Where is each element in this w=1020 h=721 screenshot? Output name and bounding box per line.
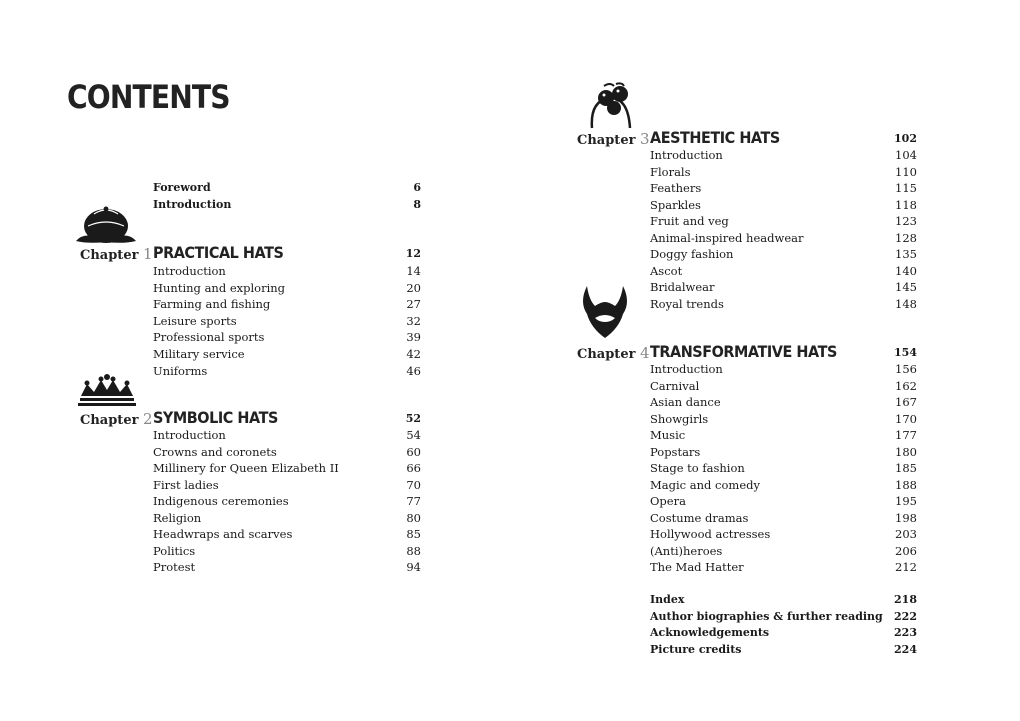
toc-entry-label[interactable]: The Mad Hatter	[650, 560, 744, 574]
toc-entry-label[interactable]: Stage to fashion	[650, 461, 745, 475]
chapter-title[interactable]: SYMBOLIC HATS	[153, 408, 278, 427]
toc-entry-label[interactable]: Acknowledgements	[650, 626, 770, 639]
chapter-page: 102	[894, 132, 917, 145]
toc-entry-page: 128	[895, 230, 917, 245]
toc-entry-page: 20	[406, 280, 421, 295]
toc-entry-page: 188	[895, 477, 917, 492]
toc-entry-page: 156	[895, 362, 917, 376]
toc-entry-label[interactable]: Florals	[650, 164, 691, 179]
toc-entry-label[interactable]: Hunting and exploring	[153, 280, 286, 295]
toc-entry-page: 94	[406, 560, 421, 574]
front-matter-page: 8	[413, 198, 421, 211]
toc-entry-page: 123	[895, 214, 917, 228]
toc-entry-page: 140	[895, 263, 917, 278]
toc-entry-label[interactable]: Military service	[153, 347, 245, 361]
toc-entry-page: 60	[406, 444, 421, 459]
toc-entry-label[interactable]: Religion	[153, 510, 202, 525]
toc-entry-page: 32	[406, 313, 421, 328]
toc-entry-label[interactable]: Author biographies & further reading	[650, 609, 883, 623]
toc-entry-page: 77	[406, 494, 421, 508]
toc-entry-label[interactable]: Leisure sports	[153, 313, 237, 328]
toc-entry-page: 185	[895, 461, 917, 475]
toc-entry-label[interactable]: Music	[650, 428, 686, 442]
toc-entry-label[interactable]: Introduction	[650, 148, 723, 162]
chapter-page: 12	[405, 247, 421, 260]
toc-entry-page: 167	[895, 395, 917, 409]
toc-entry-label[interactable]: Picture credits	[650, 642, 742, 656]
chapter-page: 52	[405, 412, 421, 425]
toc-entry-label[interactable]: Politics	[153, 543, 196, 558]
toc-entry-label[interactable]: Introduction	[153, 264, 226, 278]
toc-entry-label[interactable]: Bridalwear	[650, 280, 715, 294]
front-matter-label[interactable]: Foreword	[153, 181, 211, 194]
toc-entry-page: 180	[895, 444, 917, 459]
toc-entry-label[interactable]: Sparkles	[650, 197, 701, 212]
toc-entry-label[interactable]: Magic and comedy	[650, 477, 760, 492]
toc-entry-page: 118	[895, 197, 917, 212]
toc-entry-label[interactable]: Popstars	[650, 444, 701, 459]
toc-entry-page: 115	[895, 181, 917, 195]
toc-entry-page: 177	[895, 428, 917, 442]
toc-entry-label[interactable]: Opera	[650, 494, 686, 508]
toc-entry-label[interactable]: Ascot	[650, 263, 683, 278]
crown-icon	[77, 374, 137, 408]
toc-entry-label[interactable]: Fruit and veg	[650, 214, 729, 228]
toc-entry-page: 42	[406, 347, 421, 361]
toc-entry-label[interactable]: Uniforms	[153, 363, 208, 378]
chapter-label: Chapter 3	[577, 130, 650, 148]
toc-entry-page: 54	[406, 428, 421, 442]
toc-entry-page: 88	[406, 543, 421, 558]
chapter-title[interactable]: TRANSFORMATIVE HATS	[650, 342, 837, 361]
toc-entry-page: 66	[406, 461, 421, 475]
toc-entry-page: 170	[895, 411, 917, 426]
toc-entry-page: 104	[895, 148, 917, 162]
front-matter-label[interactable]: Introduction	[153, 198, 232, 211]
toc-entry-label[interactable]: Headwraps and scarves	[153, 527, 293, 541]
toc-entry-label[interactable]: Costume dramas	[650, 510, 749, 525]
toc-entry-label[interactable]: Millinery for Queen Elizabeth II	[153, 461, 339, 475]
toc-entry-page: 203	[895, 527, 917, 541]
toc-entry-label[interactable]: Showgirls	[650, 411, 709, 426]
toc-entry-page: 27	[406, 297, 421, 312]
toc-entry-page: 195	[895, 494, 917, 508]
toc-entry-page: 85	[406, 527, 421, 541]
toc-entry-label[interactable]: Introduction	[153, 428, 226, 442]
toc-entry-label[interactable]: Index	[650, 593, 685, 606]
toc-entry-page: 223	[894, 626, 917, 639]
cherries-headband-icon	[584, 82, 636, 130]
chapter-title[interactable]: AESTHETIC HATS	[650, 128, 780, 147]
toc-entry-label[interactable]: Royal trends	[650, 296, 724, 311]
toc-entry-label[interactable]: Introduction	[650, 362, 723, 376]
toc-entry-page: 70	[406, 477, 421, 492]
toc-entry-label[interactable]: First ladies	[153, 477, 219, 492]
toc-entry-page: 212	[895, 560, 917, 574]
toc-entry-page: 224	[894, 642, 917, 656]
chapter-label: Chapter 4	[577, 344, 650, 362]
toc-entry-label[interactable]: Asian dance	[650, 395, 721, 409]
toc-entry-page: 110	[895, 164, 917, 179]
toc-entry-label[interactable]: Doggy fashion	[650, 247, 734, 261]
toc-entry-page: 145	[895, 280, 917, 294]
toc-entry-page: 198	[895, 510, 917, 525]
toc-entry-page: 39	[406, 330, 421, 345]
toc-entry-page: 135	[895, 247, 917, 261]
page-title: CONTENTS	[67, 78, 230, 116]
toc-entry-page: 218	[894, 593, 917, 606]
front-matter-page: 6	[413, 181, 421, 194]
toc-entry-label[interactable]: Crowns and coronets	[153, 444, 277, 459]
toc-entry-label[interactable]: Protest	[153, 560, 196, 574]
chapter-label: Chapter 2	[80, 410, 153, 428]
toc-entry-label[interactable]: Feathers	[650, 181, 702, 195]
toc-entry-page: 222	[894, 609, 917, 623]
toc-entry-label[interactable]: (Anti)heroes	[650, 543, 723, 558]
toc-entry-label[interactable]: Indigenous ceremonies	[153, 494, 289, 508]
toc-entry-page: 80	[406, 510, 421, 525]
deerstalker-hat-icon	[74, 204, 138, 244]
toc-entry-page: 148	[895, 296, 917, 311]
toc-entry-page: 46	[406, 363, 421, 378]
chapter-title[interactable]: PRACTICAL HATS	[153, 243, 284, 262]
toc-entry-label[interactable]: Animal-inspired headwear	[650, 230, 804, 245]
toc-entry-page: 206	[895, 543, 917, 558]
toc-entry-label[interactable]: Carnival	[650, 378, 700, 393]
horned-headdress-icon	[579, 284, 631, 340]
toc-entry-label[interactable]: Professional sports	[153, 330, 265, 345]
toc-entry-label[interactable]: Farming and fishing	[153, 297, 271, 312]
chapter-label: Chapter 1	[80, 245, 153, 263]
toc-entry-page: 14	[406, 264, 421, 278]
toc-entry-page: 162	[895, 378, 917, 393]
chapter-page: 154	[894, 346, 917, 359]
toc-entry-label[interactable]: Hollywood actresses	[650, 527, 771, 541]
